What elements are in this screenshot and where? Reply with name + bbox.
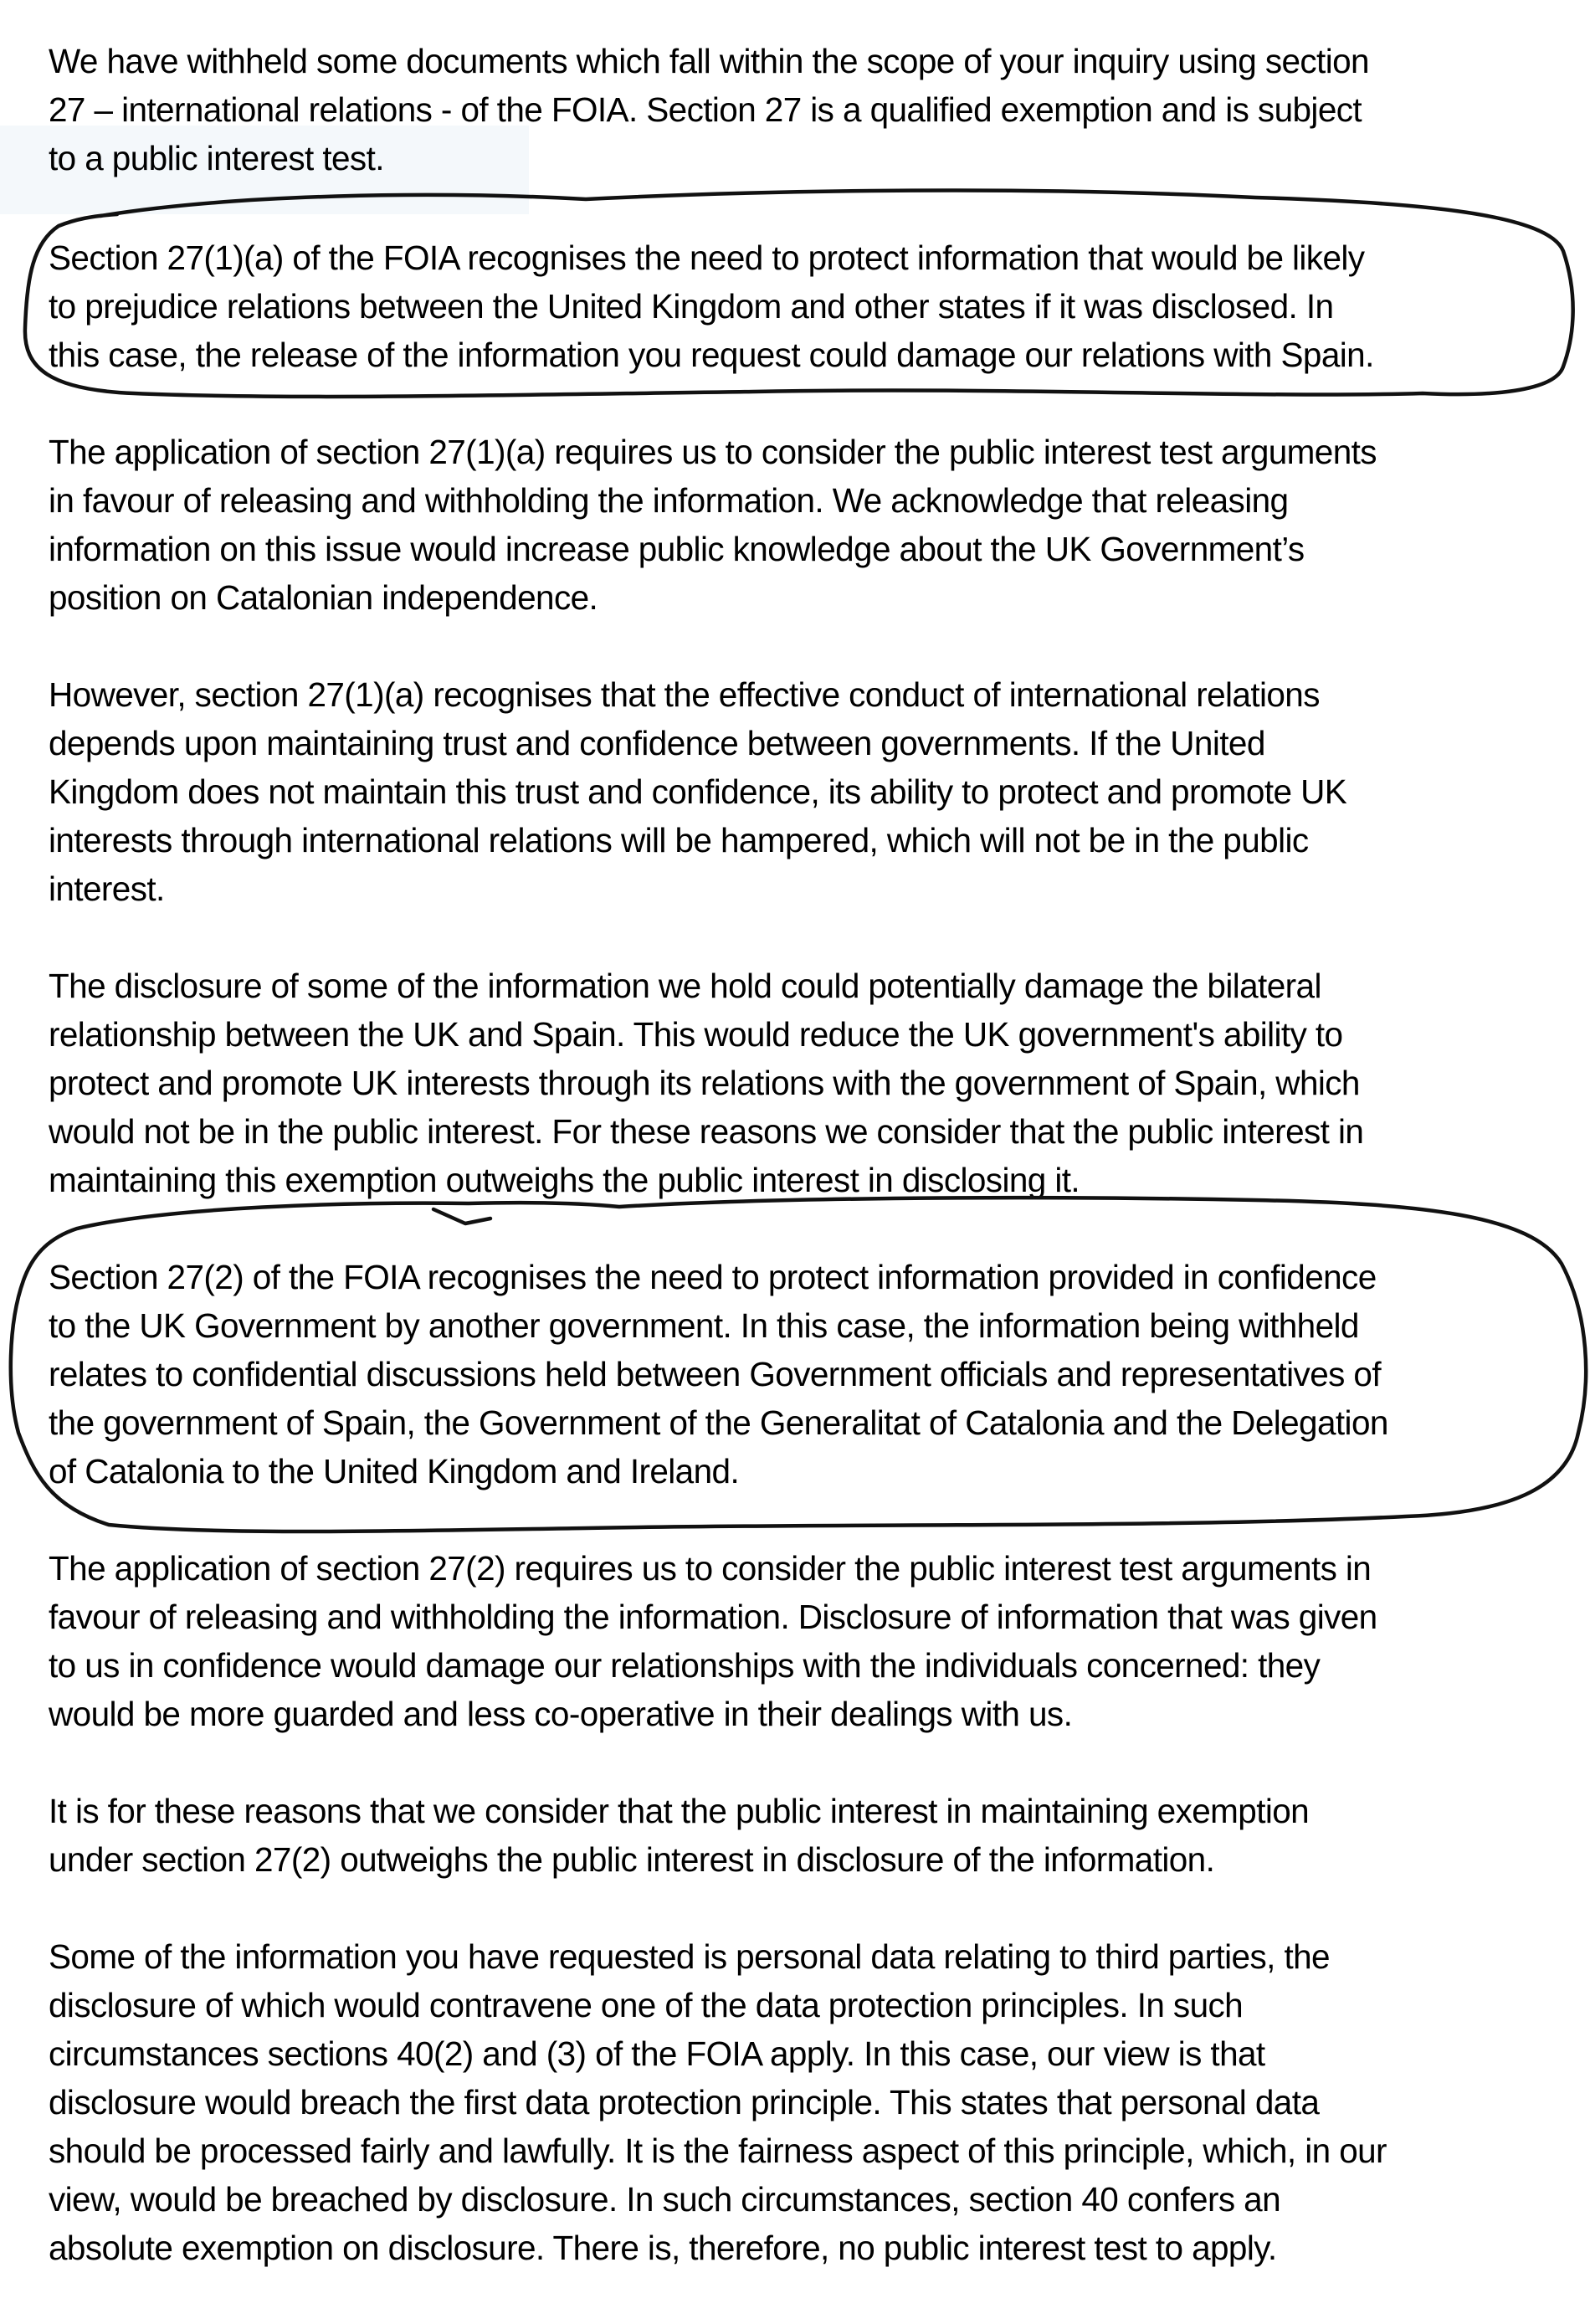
text-line: this case, the release of the information you request could damage our relations with Spain. xyxy=(49,336,1374,374)
text-line: under section 27(2) outweighs the public interest in disclosure of the information. xyxy=(49,1840,1215,1879)
text-line: information on this issue would increase public knowledge about the UK Government’s xyxy=(49,530,1305,568)
text-line: to the UK Government by another government. In this case, the information being withheld xyxy=(49,1306,1359,1345)
hand-drawn-mark-section-27-2 xyxy=(433,1209,490,1224)
text-line: Section 27(1)(a) of the FOIA recognises the need to protect information that would be likely xyxy=(49,239,1365,277)
paragraph-section-27-1-a xyxy=(49,233,1374,379)
text-line: favour of releasing and withholding the information. Disclosure of information that was given xyxy=(49,1598,1377,1636)
text-line: should be processed fairly and lawfully. It is the fairness aspect of this principle, which, in our xyxy=(49,2132,1387,2170)
text-line: in favour of releasing and withholding the information. We acknowledge that releasing xyxy=(49,481,1289,520)
text-line: relationship between the UK and Spain. This would reduce the UK government's ability to xyxy=(49,1015,1343,1054)
text-line: The application of section 27(2) requires us to consider the public interest test arguments in xyxy=(49,1549,1372,1588)
text-line: Kingdom does not maintain this trust and confidence, its ability to protect and promote UK xyxy=(49,772,1347,811)
text-line: Section 27(2) of the FOIA recognises the need to protect information provided in confidence xyxy=(49,1258,1377,1296)
text-line: It is for these reasons that we consider that the public interest in maintaining exemption xyxy=(49,1792,1310,1830)
text-line: to prejudice relations between the United Kingdom and other states if it was disclosed. In xyxy=(49,287,1334,326)
text-line: position on Catalonian independence. xyxy=(49,578,598,617)
paragraph-however-section-27-1-a xyxy=(49,670,1346,913)
text-line: The disclosure of some of the information we hold could potentially damage the bilateral xyxy=(49,967,1321,1005)
text-line: would be more guarded and less co-operative in their dealings with us. xyxy=(49,1695,1073,1733)
text-line: disclosure of which would contravene one of the data protection principles. In such xyxy=(49,1986,1244,2024)
text-line: maintaining this exemption outweighs the public interest in disclosing it. xyxy=(49,1161,1080,1199)
text-line: to a public interest test. xyxy=(49,139,384,177)
text-line: 27 – international relations - of the FOIA. Section 27 is a qualified exemption and is subject xyxy=(49,90,1362,129)
text-line: protect and promote UK interests through its relations with the government of Spain, which xyxy=(49,1064,1360,1102)
text-line: of Catalonia to the United Kingdom and Ireland. xyxy=(49,1452,740,1490)
text-line: However, section 27(1)(a) recognises that the effective conduct of international relations xyxy=(49,675,1320,714)
paragraph-disclosure-bilateral xyxy=(49,962,1363,1204)
text-line: absolute exemption on disclosure. There is, therefore, no public interest test to apply. xyxy=(49,2229,1277,2267)
text-line: view, would be breached by disclosure. In such circumstances, section 40 confers an xyxy=(49,2180,1280,2219)
text-line: would not be in the public interest. For these reasons we consider that the public interest in xyxy=(49,1112,1364,1151)
text-line: Some of the information you have requested is personal data relating to third parties, the xyxy=(49,1937,1330,1976)
text-line: circumstances sections 40(2) and (3) of the FOIA apply. In this case, our view is that xyxy=(49,2034,1265,2073)
text-line: The application of section 27(1)(a) requires us to consider the public interest test arguments xyxy=(49,433,1377,471)
paragraph-withheld-documents xyxy=(49,37,1369,182)
paragraph-personal-data xyxy=(49,1932,1387,2272)
text-line: to us in confidence would damage our relationships with the individuals concerned: they xyxy=(49,1646,1321,1685)
paragraph-public-interest-27-2 xyxy=(49,1787,1309,1884)
paragraph-application-27-2 xyxy=(49,1544,1377,1738)
text-line: relates to confidential discussions held between Government officials and representatives of xyxy=(49,1355,1381,1393)
text-line: We have withheld some documents which fall within the scope of your inquiry using section xyxy=(49,42,1369,80)
paragraph-application-27-1-a xyxy=(49,428,1377,622)
text-line: the government of Spain, the Government of the Generalitat of Catalonia and the Delegation xyxy=(49,1403,1388,1442)
text-line: disclosure would breach the first data protection principle. This states that personal data xyxy=(49,2083,1320,2121)
text-line: depends upon maintaining trust and confidence between governments. If the United xyxy=(49,724,1265,762)
text-line: interest. xyxy=(49,870,165,908)
text-line: interests through international relations will be hampered, which will not be in the public xyxy=(49,821,1309,859)
paragraph-section-27-2 xyxy=(49,1253,1388,1495)
